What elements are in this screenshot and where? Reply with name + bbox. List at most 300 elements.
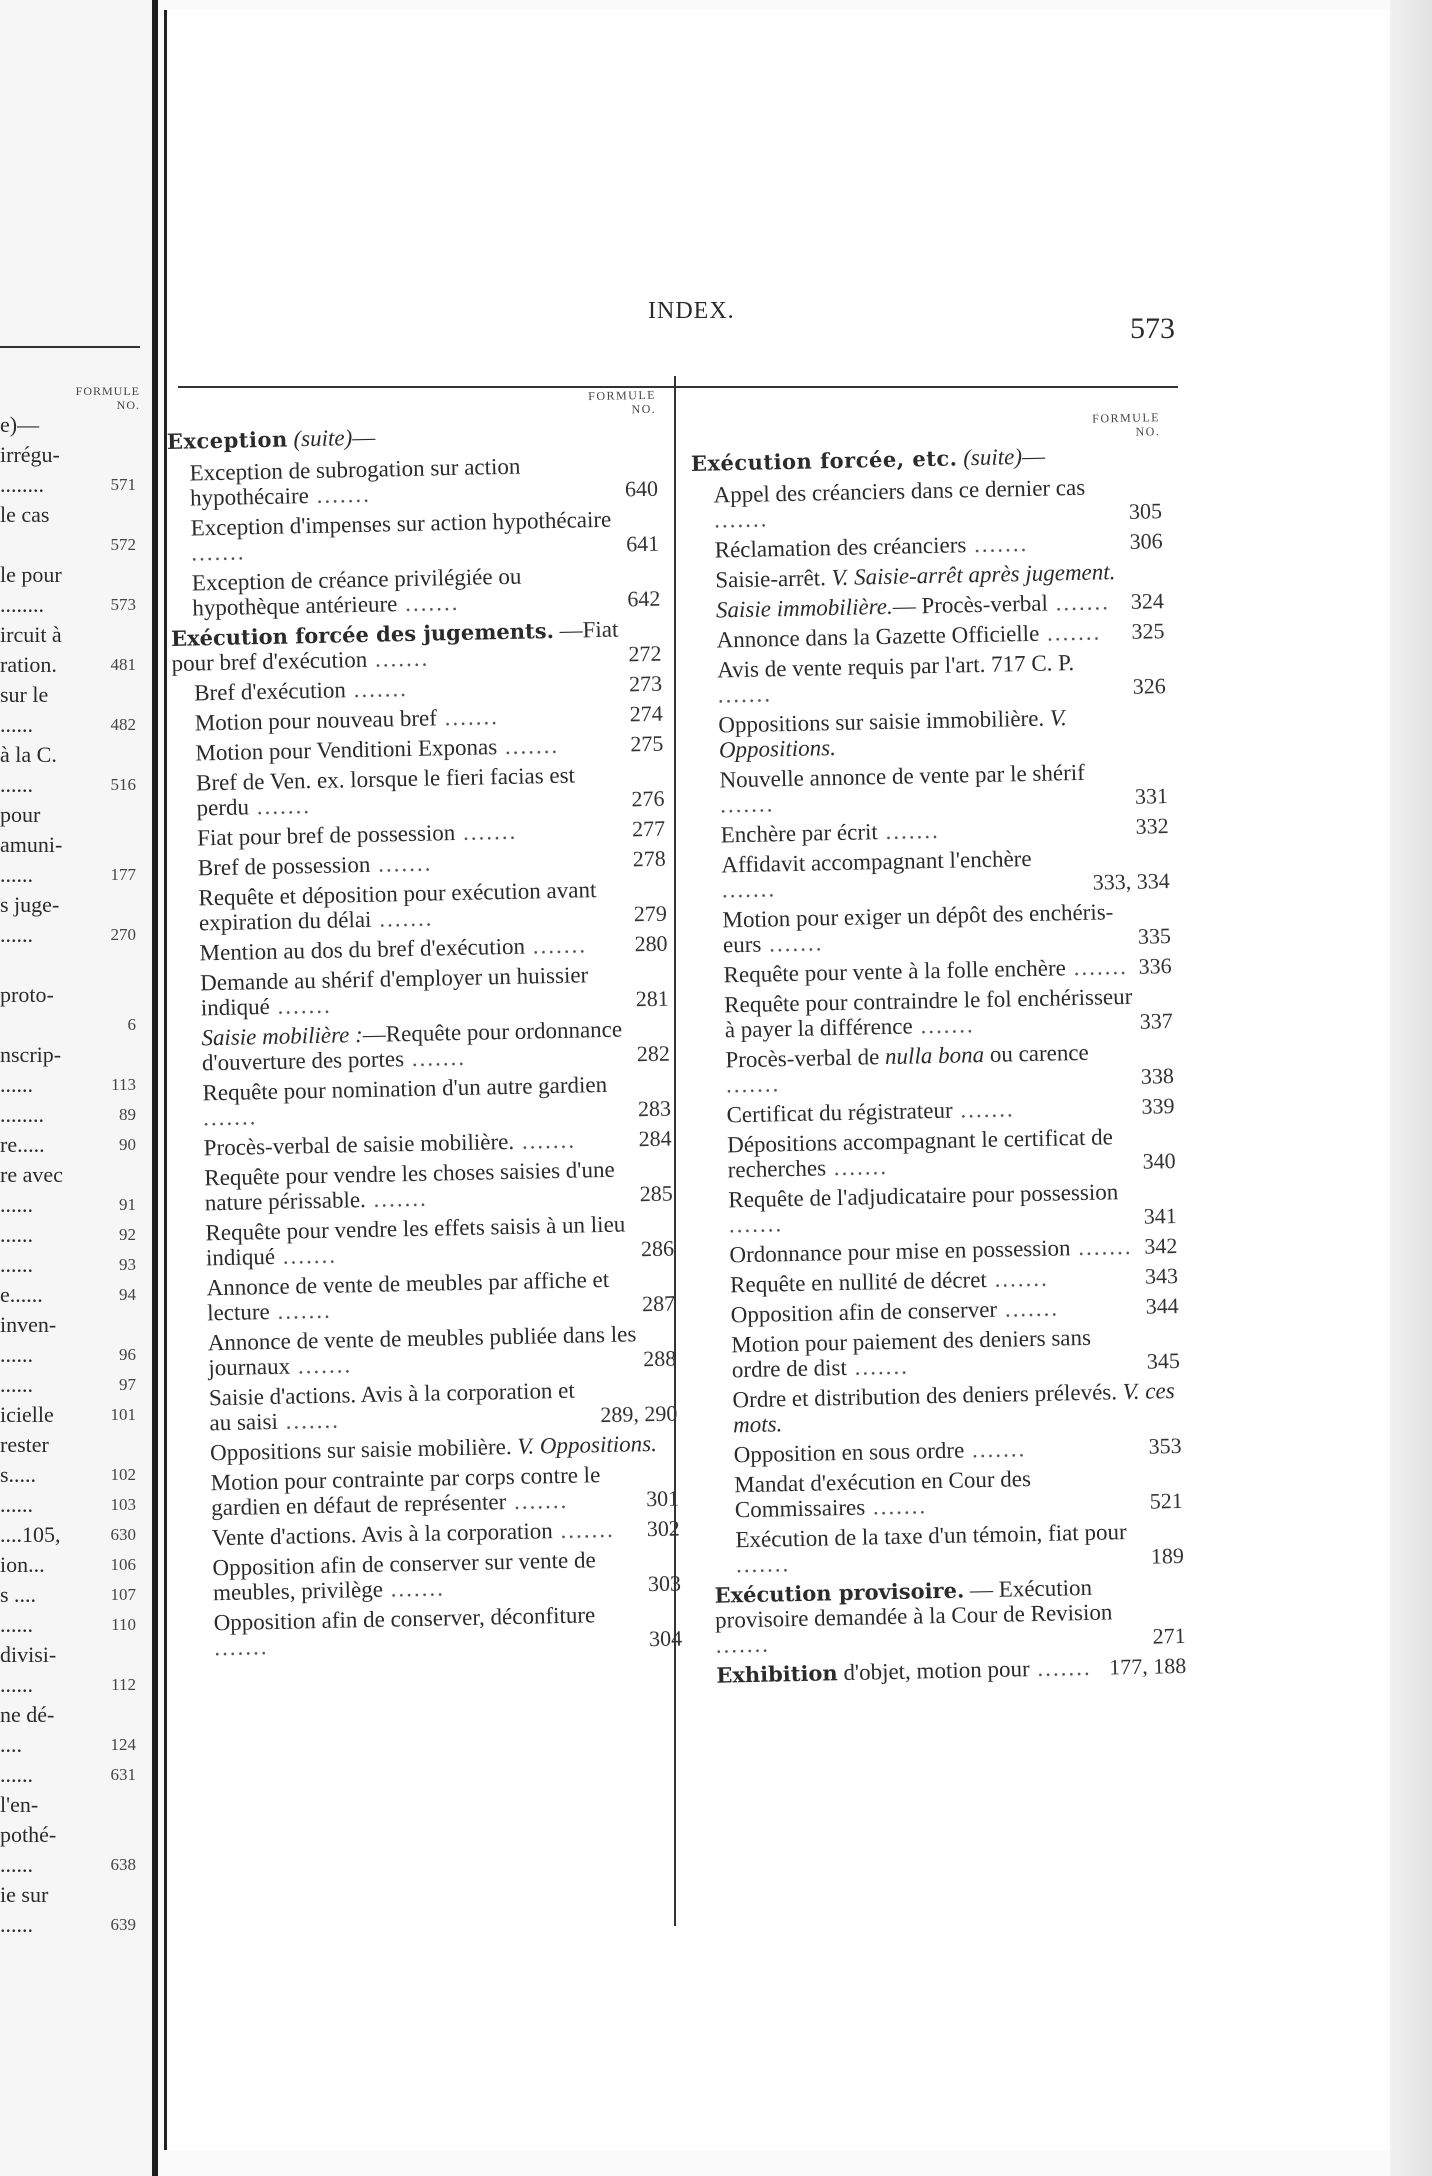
fragment-text: ......: [0, 1342, 33, 1367]
fragment-text: sur le: [0, 682, 49, 707]
index-entry: [699, 843, 1170, 903]
fragment-line: [0, 440, 136, 470]
fragment-text: ........: [0, 592, 44, 617]
entry-label: Motion pour Venditioni Exponas: [195, 734, 498, 766]
index-entries: [691, 440, 1187, 1688]
previous-page-fragment: [0, 0, 158, 2176]
leader-dots: .......: [454, 818, 518, 846]
entry-text: [187, 1377, 595, 1436]
fragment-number: 482: [110, 715, 136, 734]
fragment-text: ......: [0, 1912, 33, 1937]
fragment-line: [0, 650, 136, 680]
entry-label: Saisie-arrêt.: [715, 565, 827, 593]
leader-dots: .......: [274, 1242, 338, 1269]
formule-number: 276: [631, 785, 665, 812]
fragment-text: ....105,: [0, 1522, 61, 1547]
fragment-formule-header: [40, 384, 140, 412]
index-entry: [172, 671, 662, 706]
fragment-text: e......: [0, 1282, 43, 1307]
fragment-text: inven-: [0, 1312, 57, 1337]
index-entry: [692, 528, 1162, 563]
entry-text: [712, 1464, 1144, 1523]
formule-number: 272: [628, 640, 662, 667]
formule-number: 303: [647, 1570, 682, 1597]
formule-number: 521: [1149, 1487, 1183, 1514]
fragment-text: re.....: [0, 1132, 45, 1157]
entry-text: [173, 701, 624, 735]
entry-text: [173, 731, 624, 765]
leader-dots: .......: [825, 1154, 889, 1181]
fragment-text: le cas: [0, 502, 50, 527]
fragment-line: [0, 740, 136, 770]
fragment-number: 112: [111, 1675, 136, 1694]
fragment-text: l'en-: [0, 1792, 39, 1817]
leader-dots: .......: [269, 992, 333, 1019]
fragment-number: 177: [110, 865, 136, 884]
index-entry: [191, 1600, 682, 1660]
fragment-number: 481: [110, 655, 136, 674]
formule-number: 189: [1150, 1542, 1185, 1569]
formule-number: 642: [627, 585, 661, 612]
entry-text: [179, 1016, 631, 1075]
fragment-text: irrégu-: [0, 442, 60, 467]
fragment-text: icielle: [0, 1402, 54, 1427]
index-entry: [698, 813, 1168, 848]
fragment-line: [0, 1100, 136, 1130]
fragment-line: [0, 1070, 136, 1100]
fragment-line: [0, 1580, 136, 1610]
fragment-line: [0, 1460, 136, 1490]
formule-number: 338: [1140, 1063, 1175, 1089]
fragment-number: 94: [119, 1285, 136, 1304]
index-entry: [188, 1461, 679, 1521]
no-label: NO.: [116, 398, 140, 412]
index-entry: [704, 1093, 1174, 1128]
fragment-text: ......: [0, 1492, 33, 1517]
leader-dots: .......: [345, 676, 409, 703]
entry-label: Requête et déposition pour exécution avant expiration du délai: [198, 877, 597, 936]
entry-text: [171, 617, 623, 676]
entry-label: — Procès-verbal: [892, 590, 1049, 619]
entry-label: Ordre et distribution des deniers prélevés.: [732, 1379, 1118, 1413]
fragment-text: ......: [0, 1762, 33, 1787]
entry-label: Requête de l'adjudicataire pour possession: [728, 1179, 1119, 1213]
formule-number: 287: [641, 1290, 676, 1317]
entry-label: Procès-verbal de saisie mobilière.: [203, 1128, 515, 1161]
heading-dash: —: [1021, 443, 1046, 470]
entry-term: Exécution provisoire.: [714, 1577, 965, 1608]
formule-number: 177, 188: [1108, 1652, 1187, 1680]
entry-text: [706, 1179, 1138, 1238]
entry-label: Requête en nullité de décret: [729, 1266, 988, 1298]
entry-label: Requête pour vente à la folle enchère: [723, 955, 1067, 988]
formule-number: 326: [1132, 673, 1166, 699]
entry-term: Exhibition: [716, 1660, 838, 1688]
entry-label: Motion pour paiement des deniers sans ordre de dist: [731, 1324, 1092, 1383]
fragment-line: [0, 800, 136, 830]
fragment-line: [0, 1430, 136, 1460]
entry-label: Bref d'exécution: [193, 677, 347, 706]
entry-text: [711, 1434, 1142, 1468]
fragment-line: [0, 1370, 136, 1400]
fragment-line: [0, 620, 136, 650]
index-entry: [695, 648, 1166, 708]
no-label: NO.: [631, 401, 657, 417]
leader-dots: .......: [513, 1127, 577, 1154]
entry-text: [176, 846, 627, 880]
header-rule: [178, 386, 1178, 388]
formule-number: 331: [1134, 783, 1169, 809]
formule-number: 283: [637, 1095, 672, 1122]
fragment-number: 516: [110, 775, 136, 794]
entry-text: [714, 1574, 1146, 1658]
page-number: 573: [1130, 312, 1175, 345]
fragment-line: [0, 1760, 136, 1790]
index-entry: [694, 618, 1164, 653]
entry-cross-reference: V. Oppositions.: [718, 705, 1067, 763]
formule-number: 304: [648, 1625, 683, 1652]
fragment-line: [0, 1670, 136, 1700]
formule-number: 280: [634, 930, 668, 957]
entry-text: [694, 619, 1125, 653]
formule-number: 342: [1144, 1232, 1178, 1259]
fragment-text: ......: [0, 1672, 33, 1697]
leader-dots: .......: [552, 1516, 616, 1544]
index-column-right: [690, 410, 1187, 1693]
index-entry: [190, 1545, 681, 1605]
entry-text: [704, 1094, 1135, 1128]
fragment-line: [0, 1790, 136, 1820]
leader-dots: .......: [1029, 1654, 1092, 1682]
fragment-text: s.....: [0, 1462, 37, 1487]
formule-number: 301: [645, 1485, 680, 1512]
formule-number: 271: [1152, 1622, 1186, 1649]
entry-text: [713, 1519, 1145, 1578]
entry-text: [694, 589, 1125, 623]
entry-label: d'objet, motion pour: [843, 1656, 1030, 1686]
entry-text: [691, 474, 1123, 533]
entry-text: [698, 814, 1129, 848]
entry-text: [693, 558, 1163, 593]
index-entry: [181, 1126, 671, 1161]
entry-label: Réclamation des créanciers: [714, 532, 967, 563]
fragment-line: [0, 1190, 136, 1220]
index-entry: [710, 1378, 1181, 1438]
entry-text: [695, 649, 1127, 708]
fragment-header-rule: [0, 346, 140, 348]
fragment-line: [0, 1550, 136, 1580]
fragment-text: ration.: [0, 652, 57, 677]
leader-dots: .......: [371, 905, 434, 932]
leader-dots: .......: [367, 645, 430, 672]
entry-label: Bref de possession: [197, 851, 371, 881]
fragment-line: [0, 1730, 136, 1760]
fragment-line: [0, 1220, 136, 1250]
leader-dots: .......: [966, 530, 1029, 558]
index-entry: [700, 898, 1171, 958]
index-entries: [167, 418, 683, 1661]
page-shadow: [1390, 0, 1432, 2176]
leader-dots: .......: [269, 1297, 332, 1325]
fragment-text: ........: [0, 1102, 44, 1127]
fragment-line: [0, 1040, 136, 1070]
heading-term: Exécution forcée, etc.: [690, 445, 958, 476]
entry-label: Exception d'impenses sur action hypothécaire: [190, 506, 612, 541]
formule-number: 341: [1143, 1202, 1178, 1229]
leader-dots: .......: [846, 1353, 910, 1380]
leader-dots: .......: [877, 817, 940, 845]
entry-text: [186, 1321, 638, 1380]
index-entry: [697, 758, 1168, 818]
formule-number: 339: [1141, 1093, 1175, 1119]
entry-label: Motion pour nouveau bref: [194, 705, 438, 736]
index-entry: [186, 1321, 677, 1381]
entry-label: Nouvelle annonce de vente par le shérif: [719, 759, 1086, 793]
entry-label: Exception de subrogation sur action hypothécaire: [189, 453, 521, 511]
index-entry: [716, 1653, 1186, 1688]
index-entry: [177, 931, 667, 966]
entry-label: Opposition afin de conserver, déconfiture: [213, 1602, 596, 1636]
index-entry: [187, 1376, 678, 1436]
formule-label: FORMULE: [588, 387, 657, 404]
formule-number: 353: [1148, 1432, 1182, 1459]
leader-dots: .......: [382, 1575, 446, 1602]
fragment-text: s ....: [0, 1582, 37, 1607]
fragment-number: 124: [110, 1735, 136, 1754]
entry-cross-reference: V. ces mots.: [732, 1378, 1175, 1438]
fragment-line: [0, 1700, 136, 1730]
fragment-text: ......: [0, 1222, 33, 1247]
fragment-text: ......: [0, 922, 33, 947]
entry-label: Exception de créance privilégiée ou hypothèque antérieure: [191, 563, 522, 621]
leader-dots: .......: [728, 1211, 784, 1238]
entry-label: Appel des créanciers dans ce dernier cas: [713, 474, 1086, 508]
fragment-number: 90: [119, 1135, 136, 1154]
leader-dots: .......: [397, 589, 460, 617]
entry-text: [701, 954, 1132, 988]
formule-label: FORMULE: [1092, 410, 1161, 426]
fragment-number: 571: [110, 475, 136, 494]
fragment-line: [0, 1640, 136, 1670]
formule-number: 332: [1135, 813, 1169, 839]
fragment-line: [0, 680, 136, 710]
fragment-line: [0, 1520, 136, 1550]
fragment-text: rester: [0, 1432, 49, 1457]
fragment-number: 639: [110, 1915, 136, 1934]
leader-dots: .......: [308, 481, 372, 509]
fragment-text: divisi-: [0, 1642, 57, 1667]
formule-number: 286: [640, 1235, 675, 1262]
fragment-line: [0, 1160, 136, 1190]
index-entry: [174, 761, 665, 821]
index-entry: [184, 1266, 675, 1326]
fragment-number: 103: [110, 1495, 136, 1514]
entry-label: Requête pour vendre les choses saisies d'une nature périssable.: [204, 1156, 615, 1216]
fragment-line: [0, 1280, 136, 1310]
fragment-text: re avec: [0, 1162, 63, 1187]
entry-label: —Fiat pour bref d'exécution: [171, 616, 619, 676]
formule-number: 284: [638, 1125, 672, 1152]
fragment-line: [0, 1250, 136, 1280]
index-entry: [694, 588, 1164, 623]
entry-text: [190, 1546, 642, 1605]
entry-italic-lead: Saisie mobilière :: [201, 1022, 364, 1051]
no-label: NO.: [1135, 424, 1161, 439]
fragment-line: [0, 770, 136, 800]
index-entry: [178, 961, 669, 1021]
index-entry: [709, 1323, 1180, 1383]
fragment-number: 113: [111, 1075, 136, 1094]
leader-dots: .......: [202, 1104, 258, 1131]
index-entry: [696, 703, 1167, 763]
fragment-line: [0, 830, 136, 860]
entry-label: Enchère par écrit: [720, 819, 878, 848]
fragment-text: ......: [0, 1852, 33, 1877]
entry-label: Annonce dans la Gazette Officielle: [716, 620, 1040, 653]
index-entry: [714, 1573, 1185, 1658]
fragment-line: [0, 500, 136, 530]
entry-text: [170, 562, 622, 621]
index-entry: [712, 1463, 1183, 1523]
entry-label: Dépositions accompagnant le certificat de recherches: [726, 1124, 1114, 1183]
index-entry: [708, 1263, 1178, 1298]
fragment-number: 106: [110, 1555, 136, 1574]
entry-label: Saisie d'actions. Avis à la corporation et au saisi: [208, 1377, 576, 1436]
formule-number: 273: [628, 670, 663, 697]
heading-suite: (suite): [293, 425, 353, 452]
index-entry: [183, 1211, 674, 1271]
leader-dots: .......: [725, 1071, 781, 1098]
fragment-number: 631: [110, 1765, 136, 1784]
formule-number: 345: [1146, 1347, 1181, 1374]
fragment-line: [0, 860, 136, 890]
index-entry: [171, 616, 662, 676]
leader-dots: .......: [524, 932, 588, 959]
index-entry: [707, 1233, 1177, 1268]
index-entry: [182, 1156, 673, 1216]
fragment-line: [0, 530, 136, 560]
entry-text: [705, 1124, 1137, 1183]
fragment-number: 572: [110, 535, 136, 554]
entry-text: [716, 1655, 1103, 1688]
formule-number: 325: [1131, 618, 1165, 644]
entry-text: [692, 529, 1123, 563]
leader-dots: .......: [719, 791, 775, 818]
fragment-lines: [0, 410, 136, 1940]
fragment-number: 89: [119, 1105, 136, 1124]
fragment-text: s juge-: [0, 892, 60, 917]
entry-label: Annonce de vente de meubles publiée dans les journaux: [207, 1321, 637, 1381]
fragment-text: ......: [0, 1072, 33, 1097]
entry-term: Exécution forcée des jugements.: [170, 617, 555, 651]
entry-label: Procès-verbal de: [725, 1044, 880, 1073]
fragment-text: pour: [0, 802, 41, 827]
fragment-text: ......: [0, 712, 33, 737]
fragment-line: [0, 590, 136, 620]
fragment-text: ......: [0, 1372, 33, 1397]
index-column-left: [166, 388, 682, 1666]
entry-text: [180, 1071, 632, 1130]
entry-text: [708, 1264, 1139, 1298]
leader-dots: .......: [1070, 1233, 1133, 1261]
fragment-line: [0, 950, 136, 980]
leader-dots: .......: [952, 1096, 1015, 1123]
fragment-line: [0, 920, 136, 950]
entry-label: — Exécution provisoire demandée à la Cour de Revision: [714, 1574, 1113, 1633]
entry-label: Avis de vente requis par l'art. 717 C. P.: [716, 650, 1075, 683]
entry-label: Requête pour nomination d'un autre gardien: [202, 1071, 608, 1106]
fragment-number: 96: [119, 1345, 136, 1364]
fragment-text: ......: [0, 1612, 33, 1637]
fragment-number: 6: [127, 1015, 136, 1034]
formule-number: 340: [1142, 1147, 1176, 1174]
fragment-line: [0, 1850, 136, 1880]
fragment-line: [0, 1340, 136, 1370]
entry-cross-reference: V. Oppositions.: [517, 1430, 658, 1459]
fragment-number: 102: [110, 1465, 136, 1484]
entry-text: [710, 1378, 1181, 1438]
leader-dots: .......: [277, 1407, 341, 1434]
entry-label: Oppositions sur saisie immobilière.: [718, 705, 1045, 738]
index-entry: [176, 846, 666, 881]
leader-dots: .......: [715, 1631, 771, 1658]
fragment-number: 92: [119, 1225, 136, 1244]
formule-number: 274: [629, 700, 663, 727]
formule-number: 344: [1145, 1292, 1179, 1319]
fragment-text: pothé-: [0, 1822, 57, 1847]
entry-text: [696, 703, 1167, 763]
fragment-text: ......: [0, 772, 33, 797]
fragment-text: ....: [0, 1732, 22, 1757]
fragment-line: [0, 410, 136, 440]
formule-number: 343: [1144, 1262, 1179, 1289]
fragment-line: [0, 1880, 136, 1910]
entry-italic: nulla bona: [884, 1041, 985, 1070]
entry-text: [167, 452, 619, 511]
index-entry: [702, 983, 1173, 1043]
index-entry: [706, 1178, 1177, 1238]
index-entry: [175, 816, 665, 851]
entry-text: [703, 1039, 1135, 1098]
fragment-text: proto-: [0, 982, 54, 1007]
fragment-line: [0, 1400, 136, 1430]
leader-dots: .......: [1047, 589, 1111, 616]
index-entry: [693, 558, 1163, 593]
leader-dots: .......: [436, 704, 500, 731]
fragment-text: ......: [0, 1252, 33, 1277]
fragment-number: 110: [111, 1615, 136, 1634]
entry-text: [191, 1601, 643, 1660]
entry-label: Certificat du régistrateur: [726, 1097, 953, 1128]
entry-label: Opposition afin de conserver: [730, 1296, 998, 1328]
leader-dots: .......: [717, 681, 773, 708]
index-entry: [701, 953, 1171, 988]
entry-label: Requête pour contraindre le fol enchérisseur à payer la différence: [723, 983, 1133, 1043]
entry-text: [172, 671, 623, 705]
fragment-line: [0, 980, 136, 1010]
entry-text: [181, 1126, 632, 1160]
fragment-number: 101: [110, 1405, 136, 1424]
fragment-number: 270: [110, 925, 136, 944]
entry-label: Ordonnance pour mise en possession: [729, 1235, 1071, 1268]
fragment-line: [0, 890, 136, 920]
index-entry: [713, 1518, 1184, 1578]
formule-number: 324: [1130, 588, 1165, 614]
fragment-text: ......: [0, 862, 33, 887]
column-divider: [674, 376, 676, 1926]
index-entry: [176, 876, 667, 936]
formule-number: 333, 334: [1092, 868, 1171, 895]
